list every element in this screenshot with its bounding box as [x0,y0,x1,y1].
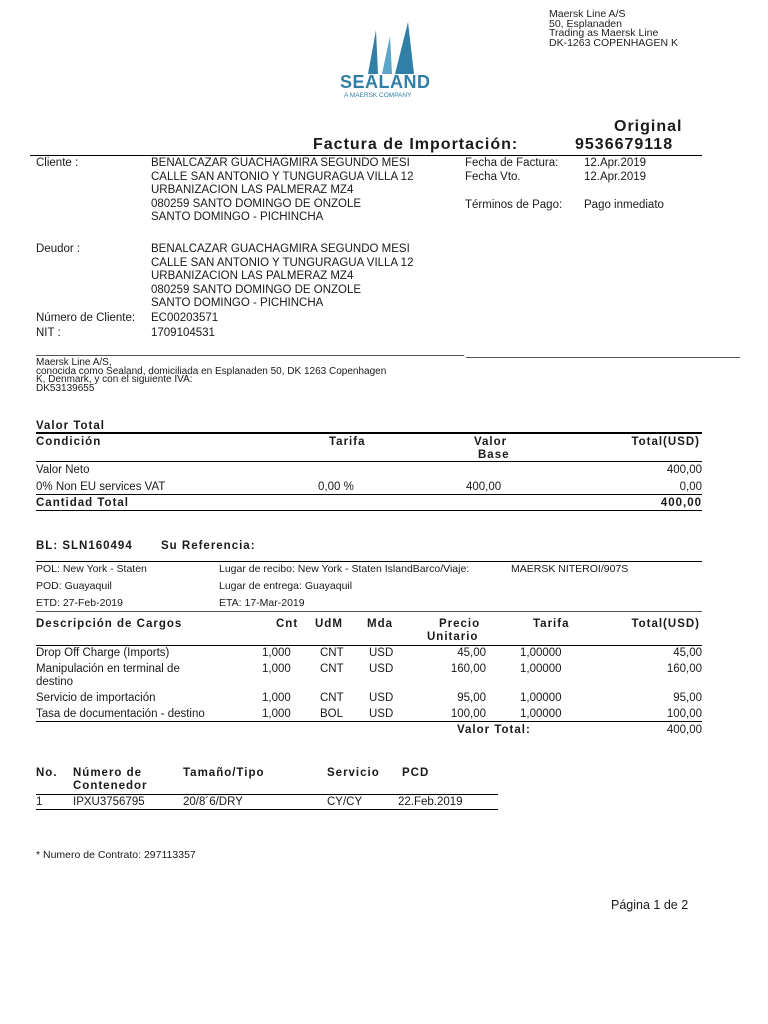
terminos-value: Pago inmediato [584,199,664,211]
cargo-row-2-cnt: 1,000 [262,663,291,675]
page-number: Página 1 de 2 [611,898,689,912]
cargo-row-1-cnt: 1,000 [262,647,291,659]
lugar-entrega: Lugar de entrega: Guayaquil [219,580,353,592]
cargo-row-2-tarifa: 1,00000 [520,663,562,675]
cliente-address: BENALCAZAR GUACHAGMIRA SEGUNDO MESI CALLE SAN ANTONIO Y TUNGURAGUA VILLA 12 URBANIZACION LAS PALMERAZ MZ4 080259 SANTO DOMINGO DE ONZOLE SANTO DOMINGO - PICHINCHA [151,157,414,223]
cont-bottom-rule [36,809,498,810]
cargo-row-3-desc: Servicio de importación [36,692,156,704]
su-referencia-label: Su Referencia: [161,540,256,552]
cont-servicio-header: Servicio [327,767,380,779]
cargos-bottom-rule [36,721,702,722]
cargo-row-2-mda: USD [369,663,394,675]
cargos-precio-header-1: Precio [439,618,481,630]
cargo-row-2-desc2: destino [36,676,74,688]
cargos-udm-header: UdM [315,618,343,630]
cantidad-top-rule [36,494,702,495]
cont-row-1-no: 1 [36,796,43,808]
cargo-row-2-udm: CNT [320,663,344,675]
barco-viaje: MAERSK NITEROI/907S [511,563,629,575]
eta: ETA: 17-Mar-2019 [219,597,305,609]
cargo-row-1-precio: 45,00 [457,647,486,659]
cont-row-1-servicio: CY/CY [327,796,363,808]
cargo-row-2-total: 160,00 [666,663,702,675]
fecha-vto-value: 12.Apr.2019 [584,171,647,183]
invoice-number: 9536679118 [575,136,674,153]
cargos-valor-total-label: Valor Total: [457,724,531,736]
cargo-row-3-precio: 95,00 [457,692,486,704]
cont-pcd-header: PCD [402,767,430,779]
valor-total-title: Valor Total [36,420,105,432]
bl-rule [36,561,702,562]
fecha-factura-label: Fecha de Factura: [465,157,559,169]
sails-icon [338,22,442,76]
vat-label: 0% Non EU services VAT [36,481,166,493]
cliente-label: Cliente : [36,157,79,169]
sealand-logo [338,22,442,102]
pol: POL: New York - Staten [36,563,147,575]
invoice-title: Factura de Importación: [313,136,519,153]
cargo-row-4-tarifa: 1,00000 [520,708,562,720]
cargo-row-3-mda: USD [369,692,394,704]
original-label: Original [614,118,683,135]
tarifa-header: Tarifa [329,436,366,448]
vat-total: 0,00 [679,481,702,493]
vat-base: 400,00 [466,481,502,493]
valor-neto-label: Valor Neto [36,464,90,476]
cargo-row-1-mda: USD [369,647,394,659]
deudor-address: BENALCAZAR GUACHAGMIRA SEGUNDO MESI CALLE SAN ANTONIO Y TUNGURAGUA VILLA 12 URBANIZACION LAS PALMERAZ MZ4 080259 SANTO DOMINGO DE ONZOLE SANTO DOMINGO - PICHINCHA [151,243,414,309]
nit-label: NIT : [36,327,61,339]
valor-neto-total: 400,00 [666,464,702,476]
cargo-row-2-precio: 160,00 [450,663,486,675]
cont-tamano-header: Tamaño/Tipo [183,767,265,779]
cargos-mda-header: Mda [367,618,393,630]
valor-total-header-rule [36,461,702,462]
cargo-row-1-desc: Drop Off Charge (Imports) [36,647,170,659]
cargo-row-1-udm: CNT [320,647,344,659]
cargos-valor-total-value: 400,00 [666,724,702,736]
note-rule-right [466,357,740,358]
cont-header-rule [36,794,498,795]
numero-contrato: * Numero de Contrato: 297113357 [36,849,196,861]
cargos-cnt-header: Cnt [276,618,299,630]
maersk-note: Maersk Line A/S, conocida como Sealand, domiciliada en Esplanaden 50, DK 1263 Copenhagen K, Denmark, y con el siguiente IVA: DK53139655 [36,357,387,394]
cargos-header-rule [36,645,702,646]
logo-text: SEALAND [340,72,431,92]
condicion-header: Condición [36,436,102,448]
cargos-precio-header-2: Unitario [427,631,479,643]
cantidad-total-label: Cantidad Total [36,497,130,509]
fecha-vto-label: Fecha Vto. [465,171,521,183]
company-address: Maersk Line A/S 50, Esplanaden Trading as Maersk Line DK-1263 COPENHAGEN K [549,8,678,49]
deudor-label: Deudor : [36,243,81,255]
total-usd-header: Total(USD) [631,436,700,448]
cont-row-1-pcd: 22.Feb.2019 [398,796,463,808]
cont-numero-header-1: Número de [73,767,143,779]
valor-total-top-rule [36,432,702,434]
cargo-row-3-total: 95,00 [673,692,702,704]
cont-numero-header-2: Contenedor [73,780,148,792]
note-rule-left [36,355,464,356]
nit-value: 1709104531 [151,327,215,339]
cantidad-bottom-rule [36,510,702,511]
bl-info-rule [36,611,702,612]
logo-subtext: A MAERSK COMPANY [344,92,412,99]
cargo-row-3-udm: CNT [320,692,344,704]
numero-cliente-label: Número de Cliente: [36,312,136,324]
valor-base-header-2: Base [478,449,510,461]
fecha-factura-value: 12.Apr.2019 [584,157,647,169]
cargos-tarifa-header: Tarifa [533,618,570,630]
cargo-row-4-mda: USD [369,708,394,720]
pod: POD: Guayaquil [36,580,112,592]
cargo-row-2-desc: Manipulación en terminal de [36,663,180,675]
cargo-row-1-total: 45,00 [673,647,702,659]
cargo-row-4-precio: 100,00 [450,708,486,720]
cargos-total-header: Total(USD) [631,618,700,630]
etd: ETD: 27-Feb-2019 [36,597,123,609]
valor-base-header-1: Valor [474,436,508,448]
cargo-row-4-udm: BOL [320,708,344,720]
cargos-desc-header: Descripción de Cargos [36,618,183,630]
cargo-row-4-cnt: 1,000 [262,708,291,720]
cont-row-1-tamano: 20/8´6/DRY [183,796,243,808]
cargo-row-3-cnt: 1,000 [262,692,291,704]
cargo-row-3-tarifa: 1,00000 [520,692,562,704]
cont-no-header: No. [36,767,58,779]
numero-cliente-value: EC00203571 [151,312,219,324]
cantidad-total-value: 400,00 [660,497,702,509]
cargo-row-1-tarifa: 1,00000 [520,647,562,659]
terminos-label: Términos de Pago: [465,199,563,211]
bl-label: BL: SLN160494 [36,540,133,552]
cargo-row-4-total: 100,00 [666,708,702,720]
title-rule [30,155,702,156]
cargo-row-4-desc: Tasa de documentación - destino [36,708,205,720]
cont-row-1-numero: IPXU3756795 [73,796,145,808]
vat-tarifa: 0,00 % [318,481,354,493]
lugar-recibo: Lugar de recibo: New York - Staten IslandBarco/Viaje: [219,563,470,575]
